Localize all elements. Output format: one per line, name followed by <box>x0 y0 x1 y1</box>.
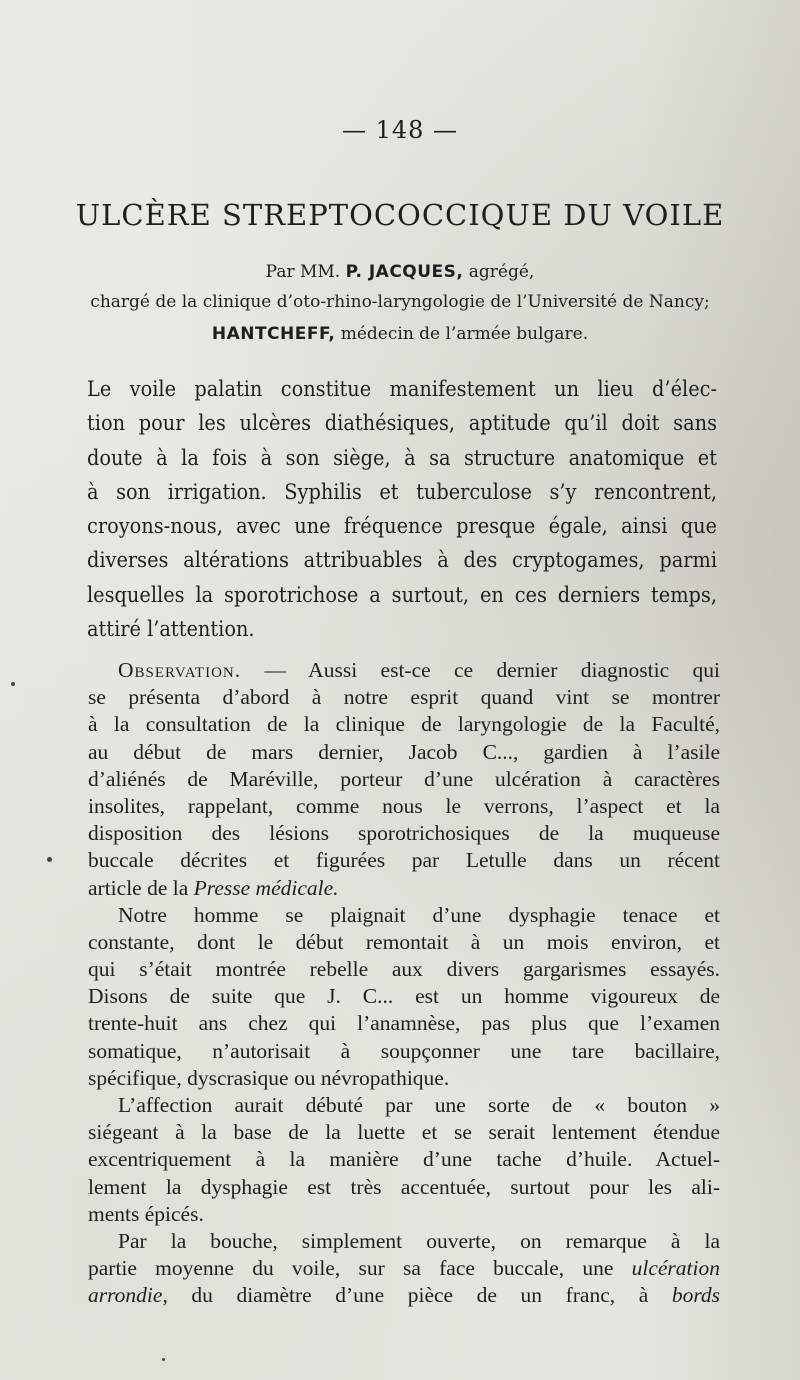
author-line-1 <box>40 262 760 282</box>
observation-first-text: — Aussi est-ce ce dernier diagnostic qui <box>241 658 720 682</box>
observation-line: buccale décrites et figurées par Letulle dans un récent <box>88 848 720 873</box>
author-affiliation: chargé de la clinique d’oto-rhino-laryngologie de l’Université de Nancy; <box>90 292 710 312</box>
author-jacques-role: agrégé, <box>463 262 535 282</box>
para2-line: qui s’était montrée rebelle aux divers gargarismes essayés. <box>88 957 720 982</box>
intro-line: lesquelles la sporotrichose a surtout, en ces derniers temps, <box>87 582 717 608</box>
paper-speck <box>11 682 15 686</box>
para4-line-3-text: du diamètre d’une pièce de un franc, à <box>167 1283 672 1308</box>
observation-line: au début de mars dernier, Jacob C..., gardien à l’asile <box>88 739 720 764</box>
para4-line-2-text: partie moyenne du voile, sur sa face buccale, une <box>88 1256 632 1281</box>
para3-line: excentriquement à la manière d’une tache d’huile. Actuel- <box>88 1147 720 1172</box>
observation-line: disposition des lésions sporotrichosiques de la muqueuse <box>88 821 720 846</box>
observation-line: insolites, rappelant, comme nous le verrons, l’aspect et la <box>88 793 720 818</box>
observation-line: se présenta d’abord à notre esprit quand vint se montrer <box>88 685 720 710</box>
journal-title: Presse médicale. <box>193 875 339 900</box>
intro-line: croyons-nous, avec une fréquence presque égale, ainsi que <box>87 514 717 540</box>
article-title: ULCÈRE STREPTOCOCCIQUE DU VOILE <box>75 198 725 232</box>
intro-paragraph <box>87 373 717 647</box>
observation-line: à la consultation de la clinique de laryngologie de la Faculté, <box>88 712 720 737</box>
intro-line: doute à la fois à son siège, à sa structure anatomique et <box>87 445 717 471</box>
para2-line: trente-huit ans chez qui l’anamnèse, pas plus que l’examen <box>88 1011 720 1036</box>
para3-line: ments épicés. <box>88 1201 204 1226</box>
para3-line: lement la dysphagie est très accentuée, surtout pour les ali- <box>88 1174 720 1199</box>
author-line-3 <box>40 324 760 344</box>
observation-section <box>88 657 720 1310</box>
italic-ulceration: ulcération <box>631 1256 720 1281</box>
author-hantcheff-role: médecin de l’armée bulgare. <box>335 324 589 344</box>
intro-line: attiré l’attention. <box>87 617 255 643</box>
italic-arrondie: arrondie, <box>88 1283 168 1308</box>
page-number: — 148 — <box>341 116 459 144</box>
para4-line-3 <box>88 1282 720 1309</box>
observation-first-line <box>88 657 720 684</box>
para4-line: Par la bouche, simplement ouverte, on remarque à la <box>118 1228 720 1253</box>
italic-bords: bords <box>671 1283 720 1308</box>
observation-line: d’aliénés de Maréville, porteur d’une ulcération à caractères <box>88 766 720 791</box>
para2-line: Notre homme se plaignait d’une dysphagie tenace et <box>118 902 720 927</box>
para2-line: Disons de suite que J. C... est un homme vigoureux de <box>88 984 720 1009</box>
intro-line: tion pour les ulcères diathésiques, aptitude qu’il doit sans <box>87 411 717 437</box>
observation-last-line <box>88 875 720 902</box>
author-hantcheff: HANTCHEFF, <box>211 324 336 344</box>
intro-line: à son irrigation. Syphilis et tuberculose s’y rencontrent, <box>87 479 717 505</box>
para3-line: siégeant à la base de la luette et se serait lentement étendue <box>88 1120 720 1145</box>
observation-last-text: article de la <box>88 875 194 900</box>
author-jacques: P. JACQUES, <box>345 262 464 282</box>
intro-line: diverses altérations attribuables à des cryptogames, parmi <box>87 548 717 574</box>
intro-line: Le voile palatin constitue manifestement un lieu d’élec- <box>87 377 717 402</box>
para2-line: constante, dont le début remontait à un mois environ, et <box>88 929 720 954</box>
para2-line: spécifique, dyscrasique ou névropathique. <box>88 1065 450 1090</box>
paper-speck <box>47 857 52 862</box>
para3-line: L’affection aurait débuté par une sorte de « bouton » <box>118 1093 720 1117</box>
para2-line: somatique, n’autorisait à soupçonner une tare bacillaire, <box>88 1038 720 1063</box>
observation-label: Observation. <box>118 658 242 682</box>
para4-line-2 <box>88 1255 720 1282</box>
by-prefix: Par MM. <box>265 262 346 282</box>
paper-speck <box>162 1358 165 1361</box>
